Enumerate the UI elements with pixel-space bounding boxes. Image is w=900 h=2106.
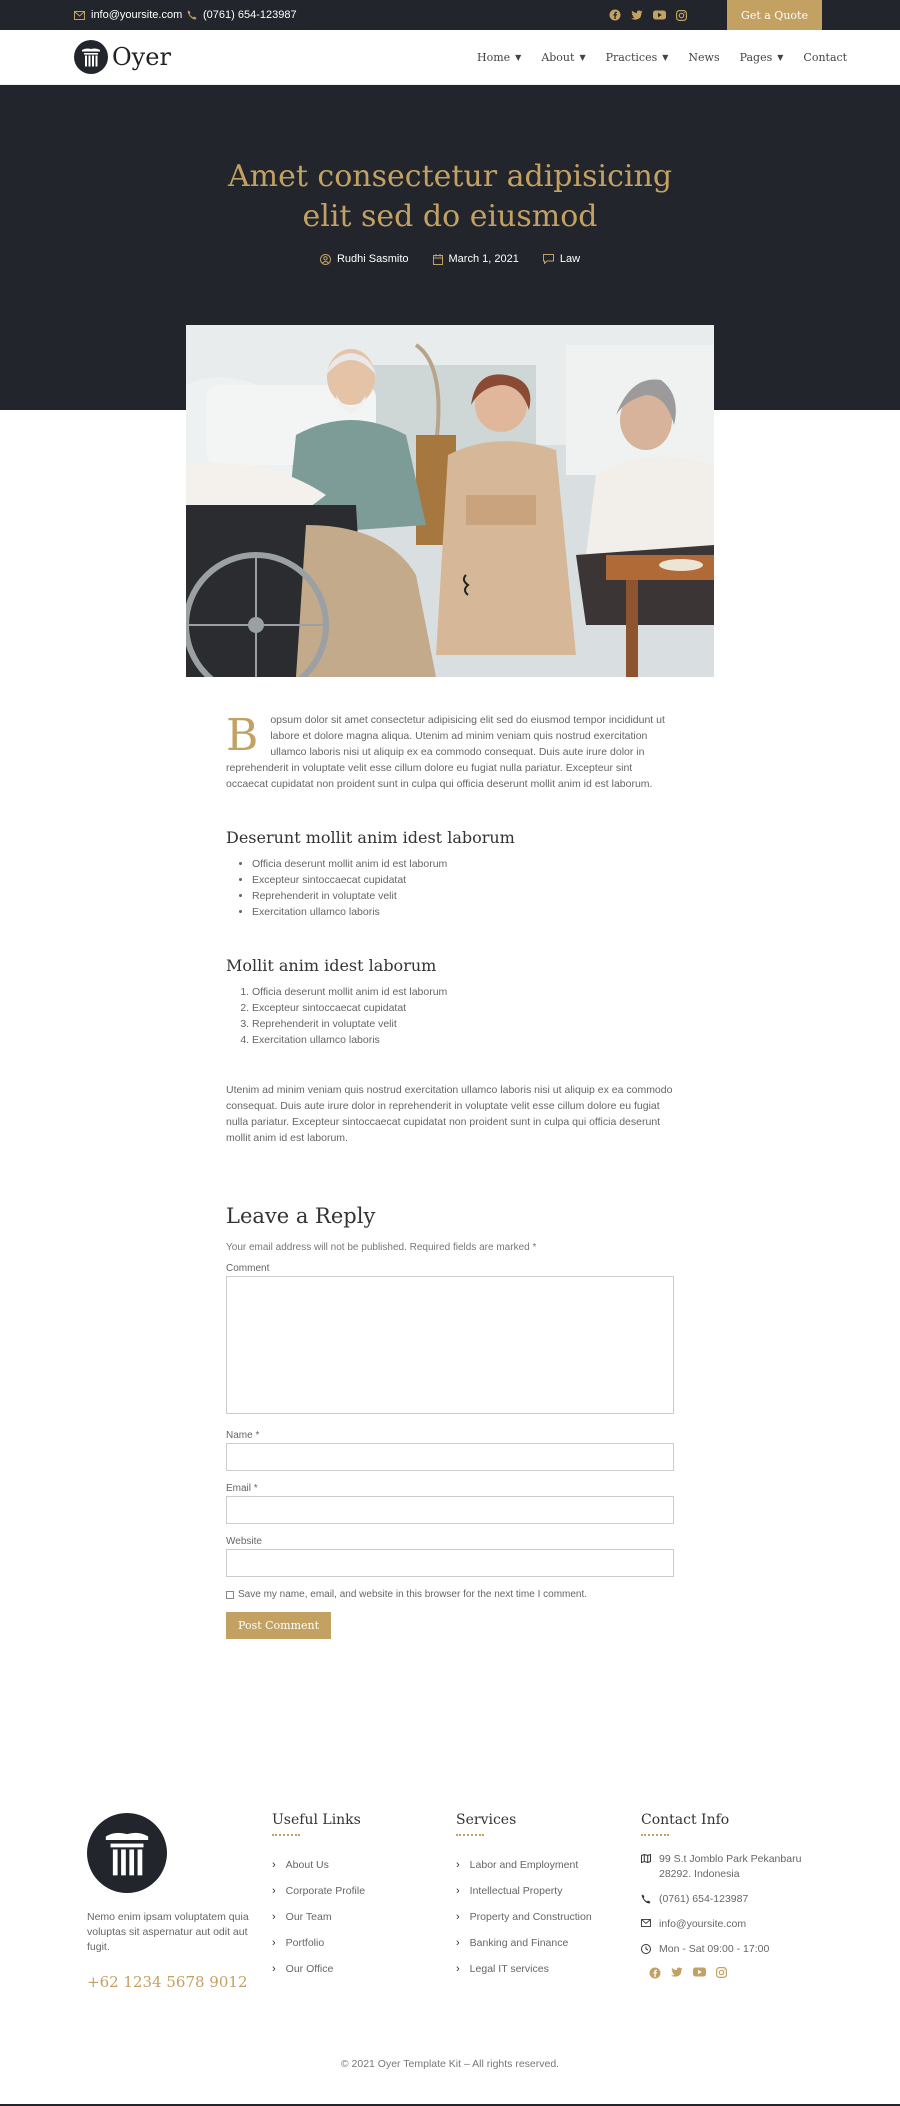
topbar-phone-text: (0761) 654-123987 xyxy=(203,9,297,21)
pillar-logo-icon[interactable] xyxy=(87,1813,167,1893)
post-title xyxy=(0,157,900,237)
nav-item-label: Practices xyxy=(605,51,658,64)
post-meta xyxy=(0,253,900,265)
footer-service-label: Property and Construction xyxy=(469,1911,592,1923)
comment-icon xyxy=(543,254,554,264)
name-input[interactable] xyxy=(226,1443,674,1471)
footer-service-label: Intellectual Property xyxy=(469,1885,563,1897)
phone-icon xyxy=(187,10,197,20)
heading-divider xyxy=(456,1834,484,1836)
pillar-logo-icon xyxy=(74,40,108,74)
nav-item-label: Home xyxy=(477,51,511,64)
contact-hours xyxy=(641,1942,821,1957)
nav-item-label: Contact xyxy=(803,51,848,64)
chevron-down-icon: ▼ xyxy=(579,53,586,62)
address-line1: 99 S.t Jomblo Park Pekanbaru xyxy=(659,1853,802,1865)
list-item: 1. Officia deserunt mollit anim id est laborum xyxy=(252,984,674,1000)
post-date-text: March 1, 2021 xyxy=(448,253,519,265)
bullet-list xyxy=(252,856,674,920)
footer-useful-links xyxy=(272,1812,365,1982)
footer-link-item[interactable] xyxy=(272,1904,365,1930)
get-a-quote-button[interactable]: Get a Quote xyxy=(727,0,822,30)
list-item: 4. Exercitation ullamco laboris xyxy=(252,1032,674,1048)
name-label: Name * xyxy=(226,1430,260,1441)
post-category[interactable] xyxy=(543,253,580,265)
nav-item-label: News xyxy=(688,51,720,64)
footer-link-item[interactable] xyxy=(272,1930,365,1956)
section-heading-2: Mollit anim idest laborum xyxy=(226,956,437,975)
footer-service-item[interactable] xyxy=(456,1852,592,1878)
nav-item-practices[interactable] xyxy=(606,51,669,64)
envelope-icon xyxy=(74,11,85,20)
chevron-right-icon: › xyxy=(272,1885,276,1897)
footer-service-label: Labor and Employment xyxy=(469,1859,579,1871)
youtube-icon[interactable] xyxy=(653,10,666,20)
nav-item-pages[interactable] xyxy=(740,51,784,64)
numbered-list xyxy=(252,984,674,1048)
nav-item-label: About xyxy=(541,51,575,64)
email-input[interactable] xyxy=(226,1496,674,1524)
post-title-line1: Amet consectetur adipisicing xyxy=(227,159,673,194)
contact-phone[interactable] xyxy=(641,1892,821,1907)
footer-service-item[interactable] xyxy=(456,1904,592,1930)
heading-divider xyxy=(272,1834,300,1836)
save-info-label: Save my name, email, and website in this browser for the next time I comment. xyxy=(238,1589,588,1600)
save-info-checkbox[interactable] xyxy=(226,1591,234,1599)
footer-link-label: Our Office xyxy=(285,1963,334,1975)
chevron-down-icon: ▼ xyxy=(515,53,522,62)
comment-form xyxy=(226,1204,674,1639)
user-circle-icon xyxy=(320,254,331,265)
chevron-down-icon: ▼ xyxy=(662,53,669,62)
contact-phone-text: (0761) 654-123987 xyxy=(659,1893,749,1905)
envelope-icon xyxy=(641,1919,651,1927)
site-footer xyxy=(0,1780,900,2106)
nursing-home-illustration xyxy=(186,325,714,677)
list-item: • Exercitation ullamco laboris xyxy=(252,904,674,920)
list-item: 2. Excepteur sintoccaecat cupidatat xyxy=(252,1000,674,1016)
site-logo[interactable] xyxy=(74,40,171,74)
footer-service-item[interactable] xyxy=(456,1930,592,1956)
instagram-icon[interactable] xyxy=(676,10,687,21)
featured-image xyxy=(186,325,714,677)
closing-paragraph: Utenim ad minim veniam quis nostrud exercitation ullamco laboris nisi ut aliquip ex ea commodo consequat. Duis aute irure dolor in reprehenderit in voluptate velit esse cillum dolore eu fugiat nulla pariatur. Excepteur sintoccaecat cupidatat non proident sunt in culpa qui officia deserunt mollit anim id est laborum. xyxy=(226,1084,673,1144)
contact-list xyxy=(641,1852,821,1957)
footer-services xyxy=(456,1812,592,1982)
top-bar xyxy=(0,0,900,30)
address-line2: 28292. Indonesia xyxy=(659,1868,740,1880)
contact-info-title: Contact Info xyxy=(641,1812,730,1828)
footer-about-text: Nemo enim ipsam voluptatem quia voluptas sit aspernatur aut odit aut fugit. xyxy=(87,1911,249,1953)
nav-item-contact[interactable] xyxy=(803,51,847,64)
nav-menu xyxy=(477,30,867,85)
footer-service-label: Legal IT services xyxy=(469,1963,549,1975)
chevron-right-icon: › xyxy=(456,1911,460,1923)
footer-social xyxy=(649,1967,821,1979)
youtube-icon[interactable] xyxy=(693,1967,706,1977)
footer-phone-big[interactable]: +62 1234 5678 9012 xyxy=(87,1973,248,1991)
useful-links-title: Useful Links xyxy=(272,1812,361,1828)
map-icon xyxy=(641,1854,651,1863)
chevron-right-icon: › xyxy=(456,1963,460,1975)
chevron-down-icon: ▼ xyxy=(777,53,784,62)
post-content xyxy=(226,712,674,1146)
facebook-icon[interactable] xyxy=(649,1967,661,1979)
calendar-icon xyxy=(433,254,443,265)
comment-label: Comment xyxy=(226,1263,270,1274)
contact-address xyxy=(641,1852,821,1882)
list-item: • Officia deserunt mollit anim id est laborum xyxy=(252,856,674,872)
intro-paragraph xyxy=(226,712,674,792)
list-item: • Reprehenderit in voluptate velit xyxy=(252,888,674,904)
footer-service-item[interactable] xyxy=(456,1956,592,1982)
footer-about xyxy=(87,1813,257,1991)
contact-email[interactable] xyxy=(641,1917,821,1932)
topbar-email-text: info@yoursite.com xyxy=(91,9,183,21)
nav-item-label: Pages xyxy=(739,51,773,64)
website-label: Website xyxy=(226,1536,262,1547)
chevron-right-icon: › xyxy=(456,1885,460,1897)
list-item: • Excepteur sintoccaecat cupidatat xyxy=(252,872,674,888)
post-author-name: Rudhi Sasmito xyxy=(336,253,409,265)
footer-link-item[interactable] xyxy=(272,1956,365,1982)
footer-link-label: Our Team xyxy=(285,1911,332,1923)
facebook-icon[interactable] xyxy=(609,9,621,21)
footer-link-label: Corporate Profile xyxy=(285,1885,366,1897)
email-label: Email * xyxy=(226,1483,258,1494)
chevron-right-icon: › xyxy=(456,1859,460,1871)
chevron-right-icon: › xyxy=(456,1937,460,1949)
services-list xyxy=(456,1852,592,1982)
twitter-icon[interactable] xyxy=(631,10,643,21)
post-comment-button[interactable]: Post Comment xyxy=(226,1612,331,1639)
reply-title: Leave a Reply xyxy=(226,1204,376,1228)
clock-icon xyxy=(641,1944,651,1954)
intro-text: opsum dolor sit amet consectetur adipisicing elit sed do eiusmod tempor incididunt ut labore et dolore magna aliqua. Utenim ad minim veniam quis nostrud exercitation ullamco laboris nisi ut aliquip ex ea commodo consequat. Duis aute irure dolor in reprehenderit in voluptate velit esse cillum dolore eu fugiat nulla pariatur. Excepteur sint occaecat cupidatat non proident sunt in culpa qui officia deserunt mollit anim id est laborum. xyxy=(226,714,665,790)
nav-item-home[interactable] xyxy=(477,51,521,64)
comment-textarea[interactable] xyxy=(226,1276,674,1414)
footer-link-label: Portfolio xyxy=(285,1937,325,1949)
post-author[interactable] xyxy=(320,253,409,265)
post-category-text: Law xyxy=(559,253,581,265)
section-heading-1: Deserunt mollit anim idest laborum xyxy=(226,828,515,847)
topbar-phone[interactable] xyxy=(187,0,297,30)
drop-cap: B xyxy=(226,710,259,761)
footer-service-label: Banking and Finance xyxy=(469,1937,569,1949)
required-note: Your email address will not be published. Required fields are marked * xyxy=(226,1242,537,1253)
chevron-right-icon: › xyxy=(272,1963,276,1975)
contact-email-text: info@yoursite.com xyxy=(659,1918,747,1930)
save-info-checkbox-row xyxy=(226,1589,674,1600)
contact-hours-text: Mon - Sat 09:00 - 17:00 xyxy=(659,1943,770,1955)
footer-service-item[interactable] xyxy=(456,1878,592,1904)
topbar-social xyxy=(609,0,687,30)
heading-divider xyxy=(641,1834,669,1836)
logo-text: Oyer xyxy=(112,43,171,71)
list-item: 3. Reprehenderit in voluptate velit xyxy=(252,1016,674,1032)
footer-contact xyxy=(641,1812,821,1979)
footer-link-label: About Us xyxy=(285,1859,329,1871)
chevron-right-icon: › xyxy=(272,1859,276,1871)
twitter-icon[interactable] xyxy=(671,1967,683,1978)
chevron-right-icon: › xyxy=(272,1911,276,1923)
website-input[interactable] xyxy=(226,1549,674,1577)
topbar-email[interactable] xyxy=(74,0,182,30)
phone-icon xyxy=(641,1894,651,1904)
main-navigation xyxy=(0,30,900,85)
post-title-line2: elit sed do eiusmod xyxy=(302,199,598,234)
post-date[interactable] xyxy=(433,253,519,265)
nav-item-news[interactable] xyxy=(688,51,719,64)
useful-links-list xyxy=(272,1852,365,1982)
nav-item-about[interactable] xyxy=(541,51,585,64)
copyright-text: © 2021 Oyer Template Kit – All rights reserved. xyxy=(340,2058,560,2070)
footer-link-item[interactable] xyxy=(272,1878,365,1904)
footer-link-item[interactable] xyxy=(272,1852,365,1878)
instagram-icon[interactable] xyxy=(716,1967,727,1978)
services-title: Services xyxy=(456,1812,517,1828)
chevron-right-icon: › xyxy=(272,1937,276,1949)
